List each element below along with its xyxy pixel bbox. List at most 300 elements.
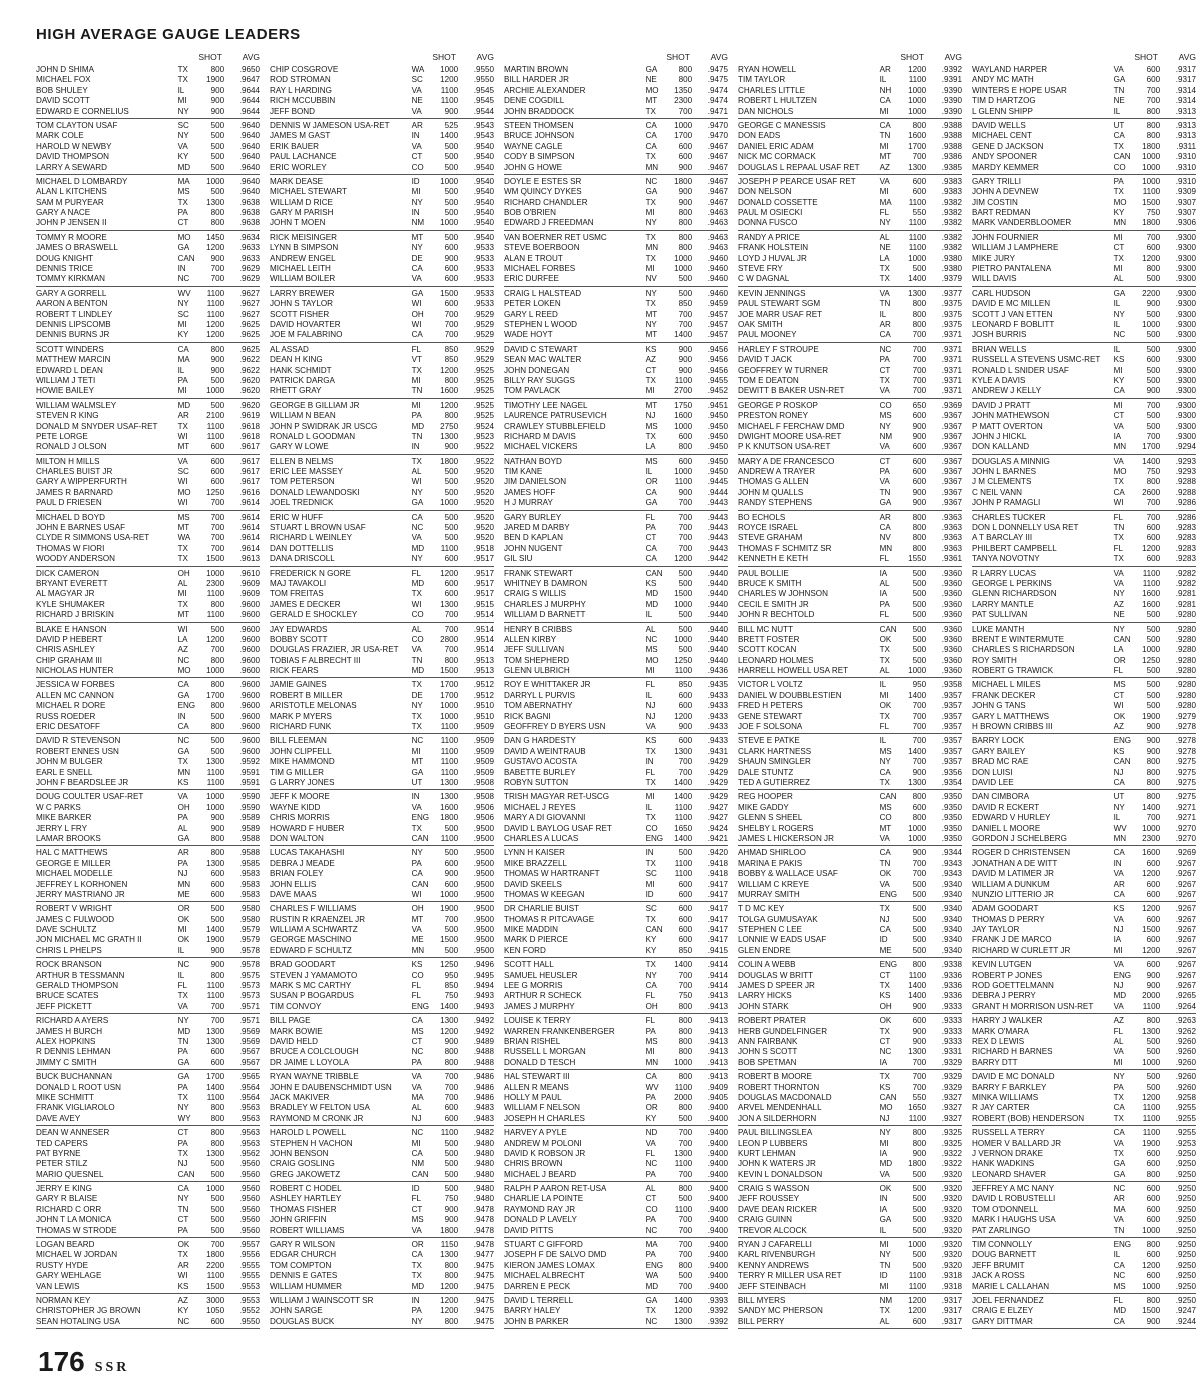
shooter-state: CA [177,344,189,354]
shooter-state: MT [411,757,424,767]
gauge-average: .9357 [941,746,962,756]
shooter-state: VA [411,1072,422,1082]
gauge-average: .9350 [941,833,962,843]
row-group [504,121,728,175]
leader-row [972,310,1196,320]
shooter-name: ERIC WORLEY [270,162,327,172]
shooter-state: DE [411,690,423,700]
gauge-average: .9390 [941,96,962,106]
shooter-name: JON MICHAEL MC GRATH II [36,935,142,945]
shooter-name: ADAM GOODART [972,904,1039,914]
leader-row [972,1271,1196,1281]
shot-count: 500 [678,1271,693,1281]
shot-count: 500 [444,533,459,543]
leader-row [738,981,962,991]
shot-count: 600 [210,477,225,487]
shot-count: 2300 [206,578,225,588]
shot-count: 1250 [206,487,225,497]
shot-count: 1100 [1142,1001,1161,1011]
leader-row [738,600,962,610]
gauge-average: .9514 [473,624,494,634]
shooter-name: PATRICK DARGA [270,375,335,385]
leader-row [972,680,1196,690]
row-group [972,121,1196,175]
shot-count: 900 [444,442,459,452]
shooter-state: MI [645,264,655,274]
shooter-state: ME [879,945,892,955]
shot-count: 1100 [908,232,927,242]
leader-row [36,925,260,935]
shooter-name: TIM CONNOLLY [972,1240,1033,1250]
leader-row [36,523,260,533]
shooter-state: NY [411,1316,423,1326]
shooter-name: ROBERT V WRIGHT [36,904,113,914]
gauge-average: .9325 [941,1138,962,1148]
shooter-state: CA [177,1184,189,1194]
shot-count: 1250 [674,655,693,665]
shooter-name: ALAN L KITCHENS [36,187,107,197]
shot-count: 900 [1146,386,1161,396]
publication-mark: SSR [94,1360,130,1375]
shooter-state: TX [411,680,422,690]
leader-row [504,355,728,365]
shooter-name: RALPH P AARON RET-USA [504,1184,607,1194]
shooter-state: MS [645,456,658,466]
shot-count: 700 [1146,232,1161,242]
leader-row [36,946,260,956]
shooter-state: MA [411,1092,424,1102]
shooter-state: MI [879,690,889,700]
gauge-average: .9400 [707,1184,728,1194]
shooter-state: MI [411,400,421,410]
leader-row [36,345,260,355]
shot-count: 2700 [674,386,693,396]
row-group [738,1072,962,1126]
shooter-name: BOBBY & WALLACE USAF [738,869,838,879]
gauge-average: .9523 [473,431,494,441]
shooter-state: WI [411,889,422,899]
shooter-state: TX [645,253,656,263]
row-group [36,680,260,734]
leader-row [738,401,962,411]
gauge-average: .9492 [473,1016,494,1026]
shooter-name: ERIC DURFEE [504,274,559,284]
gauge-average: .9456 [707,355,728,365]
shooter-state: AL [645,624,656,634]
shooter-state: NY [411,848,423,858]
gauge-average: .9470 [707,120,728,130]
gauge-average: .9320 [941,1215,962,1225]
shot-count: 1800 [1142,141,1161,151]
shot-count: 1300 [206,1026,225,1036]
shot-count: 800 [210,722,225,732]
shooter-name: R DENNIS LEHMAN [36,1047,111,1057]
shot-count: 1000 [674,421,693,431]
gauge-average: .9300 [1175,375,1196,385]
leader-row [738,757,962,767]
gauge-average: .9371 [941,386,962,396]
shooter-state: CT [411,152,423,162]
shooter-name: WILLIAM J LAMPHERE [972,243,1059,253]
gauge-average: .9440 [707,655,728,665]
leader-row [972,233,1196,243]
shot-count: 700 [1146,400,1161,410]
leader-row [270,1072,494,1082]
gauge-average: .9360 [941,610,962,620]
gauge-average: .9513 [473,666,494,676]
gauge-average: .9250 [1175,1159,1196,1169]
row-group [270,1072,494,1126]
shooter-state: NC [879,1047,892,1057]
shot-count: 750 [678,991,693,1001]
shot-count: 500 [912,634,927,644]
leader-row [270,432,494,442]
gauge-average: .9293 [1175,456,1196,466]
gauge-average: .9614 [239,543,260,553]
shot-count: 600 [1146,1271,1161,1281]
shot-count: 1700 [440,690,459,700]
leader-row [36,1159,260,1169]
shooter-name: CRAWLEY STUBBLEFIELD [504,421,606,431]
leader-row [738,121,962,131]
shooter-state: NJ [1113,767,1124,777]
shot-count: 550 [912,1092,927,1102]
shooter-name: BILLY RAY SUGGS [504,375,575,385]
shooter-state: OR [177,904,190,914]
leader-row [738,366,962,376]
shooter-state: WY [177,1113,191,1123]
gauge-average: .9388 [941,131,962,141]
shooter-state: MO [177,232,191,242]
shot-count: 500 [1146,411,1161,421]
gauge-average: .9267 [1175,981,1196,991]
shot-count: 1700 [206,690,225,700]
shot-count: 800 [678,65,693,74]
shot-count: 600 [912,467,927,477]
shooter-name: WAYNE CAGLE [504,141,563,151]
gauge-average: .9286 [1175,512,1196,522]
shooter-name: WILLIAM A DUNKUM [972,879,1050,889]
shot-count: 1500 [1142,1306,1161,1316]
gauge-average: .9488 [473,1057,494,1067]
gauge-average: .9280 [1175,680,1196,690]
leader-row [972,1093,1196,1103]
shot-count: 1700 [440,680,459,690]
row-group [972,569,1196,623]
gauge-average: .9500 [473,848,494,858]
shooter-name: GARY WEHLAGE [36,1271,102,1281]
gauge-average: .9320 [941,1169,962,1179]
gauge-average: .9350 [941,823,962,833]
gauge-average: .9455 [707,375,728,385]
shot-count: 500 [912,925,927,935]
gauge-average: .9283 [1175,523,1196,533]
gauge-average: .9617 [239,477,260,487]
shooter-name: KENNY ANDREWS [738,1260,809,1270]
shot-count: 1000 [440,711,459,721]
shooter-state: CA [1113,1316,1125,1326]
leader-row [36,131,260,141]
shooter-name: STEEN THOMSEN [504,120,574,130]
shot-count: 800 [678,218,693,228]
shooter-state: FL [645,1148,656,1158]
shooter-name: HAL C MATTHEWS [36,848,108,858]
shot-count: 600 [678,879,693,889]
gauge-average: .9583 [239,869,260,879]
shot-count: 500 [1146,610,1161,620]
shot-count: 600 [912,477,927,487]
shot-count: 1800 [206,1250,225,1260]
shooter-state: SC [411,75,423,85]
shooter-name: DAVID LEE [972,778,1014,787]
gauge-average: .9500 [473,904,494,914]
shot-count: 500 [1146,274,1161,284]
shot-count: 1000 [908,106,927,116]
leader-row [738,848,962,858]
shooter-name: DAVID HOVARTER [270,319,341,329]
shooter-state: NE [1113,610,1125,620]
shooter-state: WI [411,319,422,329]
leader-row [738,824,962,834]
gauge-average: .9533 [473,299,494,309]
shot-header: SHOT [198,52,222,62]
leader-row [504,834,728,844]
shooter-name: TOMMY KIRKMAN [36,274,105,284]
shot-count: 1600 [908,131,927,141]
shooter-name: JOHN G HOWE [504,162,563,172]
shooter-state: TX [645,858,656,868]
leader-row [738,1226,962,1236]
shooter-name: ANDY SPOONER [972,152,1038,162]
shooter-name: ROD GOETTELMANN [972,981,1054,991]
gauge-average: .9379 [941,274,962,284]
shooter-state: OH [177,802,190,812]
leader-row [738,635,962,645]
shooter-name: MICHAEL R DORE [36,701,106,711]
gauge-average: .9616 [239,487,260,497]
shot-count: 500 [1146,1047,1161,1057]
shot-count: 600 [678,690,693,700]
leader-row [504,1205,728,1215]
shooter-name: ANDY MC MATH [972,75,1034,85]
shooter-state: AL [411,624,422,634]
gauge-average: .9529 [473,309,494,319]
shooter-name: ALLEN KIRBY [504,634,557,644]
shot-count: 500 [444,187,459,197]
row-group [504,289,728,343]
leader-row [270,848,494,858]
leader-row [738,299,962,309]
shooter-state: TX [645,914,656,924]
shooter-state: NC [1113,330,1126,340]
shooter-name: LOGAN BEARD [36,1240,95,1250]
gauge-average: .9557 [239,1240,260,1250]
shooter-state: OH [879,1001,892,1011]
gauge-average: .9509 [473,767,494,777]
shot-count: 500 [444,1169,459,1179]
leader-row [270,712,494,722]
gauge-average: .9475 [473,1306,494,1316]
shooter-state: FL [1113,512,1124,522]
gauge-average: .9300 [1175,400,1196,410]
gauge-average: .9496 [473,960,494,970]
leader-row [270,386,494,396]
gauge-average: .9500 [473,914,494,924]
gauge-average: .9520 [473,512,494,522]
shooter-name: TOM O'DONNELL [972,1204,1039,1214]
page-title: HIGH AVERAGE GAUGE LEADERS [36,26,301,43]
shooter-state: CA [645,554,657,564]
shooter-state: IL [645,610,653,620]
shooter-name: P K KNUTSON USA-RET [738,442,831,452]
gauge-average: .9585 [239,858,260,868]
gauge-average: .9267 [1175,879,1196,889]
shooter-state: CT [879,1036,891,1046]
leader-row [36,457,260,467]
shooter-name: CHRIS BROWN [504,1159,563,1169]
shooter-name: DARREN E PECK [504,1281,571,1291]
shooter-name: DAVE AVEY [36,1113,81,1123]
leader-row [738,701,962,711]
shot-count: 650 [912,400,927,410]
shooter-name: WILLIAM HUMMER [270,1281,342,1291]
gauge-average: .9627 [239,309,260,319]
shot-count: 1700 [1142,442,1161,452]
gauge-average: .9336 [941,970,962,980]
leader-row [504,1027,728,1037]
shooter-name: EDWARD F SCHULTZ [270,945,352,955]
shooter-name: COLIN A WEBB [738,960,796,970]
gauge-average: .9429 [707,767,728,777]
leader-row [36,477,260,487]
shot-count: 500 [912,904,927,914]
shooter-name: MARK S MC CARTHY [270,981,352,991]
shooter-name: DANA DRISCOLL [270,554,335,564]
leader-row [972,218,1196,228]
shot-count: 600 [912,187,927,197]
shot-count: 500 [210,187,225,197]
gauge-average: .9543 [473,131,494,141]
leader-row [504,747,728,757]
shot-count: 600 [210,1047,225,1057]
shot-count: 800 [210,848,225,858]
shooter-state: MD [411,421,425,431]
shooter-name: ROBERT PRATER [738,1016,806,1026]
shooter-name: PAT BYRNE [36,1148,81,1158]
shooter-state: PA [411,411,422,421]
shot-count: 1100 [674,1082,693,1092]
shot-count: 700 [1146,813,1161,823]
gauge-average: .9270 [1175,833,1196,843]
leader-row [36,1037,260,1047]
gauge-average: .9267 [1175,914,1196,924]
shooter-name: MARINA E PAKIS [738,858,803,868]
shooter-name: DON L DONNELLY USA RET [972,523,1079,533]
shooter-state: VA [177,1001,188,1011]
gauge-average: .9440 [707,610,728,620]
gauge-average: .9590 [239,802,260,812]
leader-row [972,376,1196,386]
shooter-name: GIL SIU [504,554,533,564]
leader-row [972,803,1196,813]
shot-count: 800 [444,1316,459,1326]
gauge-average: .9555 [239,1271,260,1281]
gauge-average: .9533 [473,243,494,253]
shooter-name: MIKE JURY [972,253,1016,263]
leader-row [504,1194,728,1204]
gauge-average: .9513 [473,655,494,665]
shot-count: 1600 [1142,589,1161,599]
shooter-name: ROBERT G TRAWICK [972,666,1054,676]
shooter-state: TX [879,1026,890,1036]
gauge-average: .9288 [1175,477,1196,487]
shot-count: 1100 [908,1281,927,1291]
shot-count: 500 [444,1159,459,1169]
leader-row [270,589,494,599]
leader-row [504,289,728,299]
leader-row [270,859,494,869]
leader-row [36,1083,260,1093]
shooter-name: JEFFREY L KORHONEN [36,879,128,889]
shooter-name: ROBERT L HULTZEN [738,96,817,106]
shooter-name: LEON P LUBBERS [738,1138,808,1148]
leader-row [504,935,728,945]
shooter-state: VA [177,792,188,802]
gauge-average: .9640 [239,131,260,141]
shot-count: 900 [210,96,225,106]
gauge-average: .9250 [1175,1281,1196,1291]
leader-row [972,411,1196,421]
shot-count: 700 [678,1225,693,1235]
shot-count: 600 [1146,1184,1161,1194]
gauge-average: .9492 [473,1026,494,1036]
gauge-average: .9333 [941,1026,962,1036]
shooter-state: AL [645,1184,656,1194]
shot-count: 800 [678,1036,693,1046]
gauge-average: .9311 [1176,141,1196,151]
leader-row [738,1317,962,1327]
shooter-state: MI [177,925,187,935]
leader-row [738,1139,962,1149]
shooter-name: TOM PAVLACK [504,386,561,396]
gauge-average: .9457 [707,309,728,319]
shooter-state: CT [879,970,891,980]
leader-row [270,65,494,75]
row-group [270,345,494,399]
shooter-name: DAVID R ECKERT [972,802,1040,812]
shooter-state: KS [879,991,891,1001]
shooter-state: PA [645,1215,656,1225]
shot-count: 1300 [440,431,459,441]
gauge-average: .9275 [1175,792,1196,802]
gauge-average: .9609 [239,578,260,588]
shooter-name: DARRYL L PURVIS [504,690,576,700]
shot-count: 500 [678,848,693,858]
shooter-state: KS [645,736,657,746]
leader-row [504,645,728,655]
gauge-average: .9450 [707,467,728,477]
shot-count: 600 [1146,1159,1161,1169]
shooter-name: CARL HUDSON [972,288,1031,298]
shooter-name: MIKE GADDY [738,802,789,812]
shot-count: 800 [1146,1295,1161,1305]
shooter-state: NC [177,1316,190,1326]
shooter-state: NC [1113,1271,1126,1281]
leader-row [738,1306,962,1316]
shooter-name: CHARLES S RICHARDSON [972,645,1075,655]
shooter-name: DAVID R STEVENSON [36,736,121,746]
leader-row [270,656,494,666]
